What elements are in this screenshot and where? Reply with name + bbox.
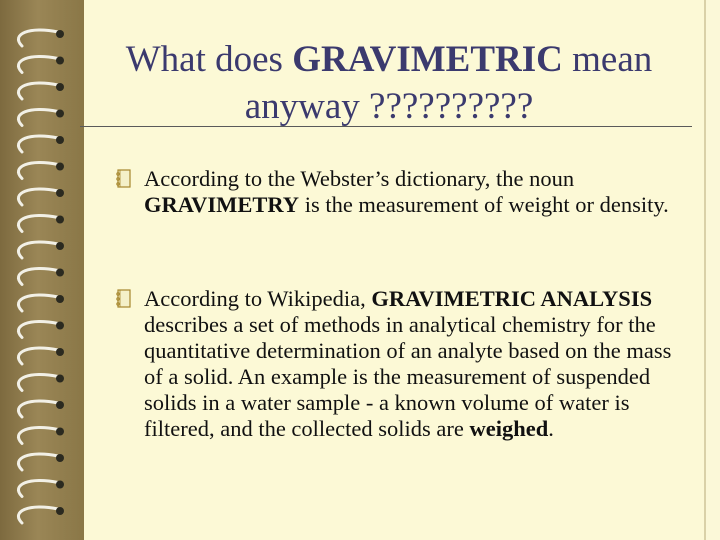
spiral-ring (18, 242, 58, 258)
spiral-ring (18, 56, 58, 72)
bullet-run: describes a set of methods in analytical chemistry for the quantitative determination of an analyte based on the mass of a solid. An example is the measurement of suspended solids in a water sample - a known volume of water is filtered, and the collected solids are (144, 312, 672, 441)
bullet-run: . (548, 416, 554, 441)
bullet-run: According to the Webster’s dictionary, the noun (144, 166, 575, 191)
binding-hole (56, 269, 64, 277)
slide-title (84, 36, 694, 130)
spiral-ring (18, 374, 58, 390)
binding-hole (56, 57, 64, 65)
notebook-page-icon (116, 169, 132, 189)
spiral-binding-icon (0, 0, 90, 540)
title-keyword: GRAVIMETRIC (292, 39, 563, 80)
spiral-ring (18, 30, 58, 46)
title-divider (80, 126, 692, 127)
spiral-ring (18, 427, 58, 443)
bullet-run: According to Wikipedia, (144, 286, 372, 311)
binding-hole (56, 401, 64, 409)
spiral-ring (18, 109, 58, 125)
notebook-page-icon (116, 289, 132, 309)
title-line-2: anyway ?????????? (244, 86, 534, 127)
spiral-ring (18, 268, 58, 284)
title-prefix: What does (125, 39, 293, 80)
binding-hole (56, 507, 64, 515)
spiral-ring (18, 507, 58, 523)
spiral-ring (18, 189, 58, 205)
binding-hole (56, 110, 64, 118)
spiral-ring (18, 136, 58, 152)
spiral-ring (18, 321, 58, 337)
spiral-ring (18, 83, 58, 99)
binding-hole (56, 348, 64, 356)
binding-hole (56, 428, 64, 436)
binding-hole (56, 295, 64, 303)
bullet-emphasis: weighed (469, 416, 549, 441)
binding-hole (56, 30, 64, 38)
spiral-ring (18, 480, 58, 496)
binding-hole (56, 136, 64, 144)
spiral-ring (18, 215, 58, 231)
title-suffix: mean (562, 39, 653, 80)
spiral-ring (18, 162, 58, 178)
binding-hole (56, 189, 64, 197)
spiral-ring (18, 295, 58, 311)
binding-hole (56, 454, 64, 462)
spiral-ring (18, 348, 58, 364)
bullet-emphasis: GRAVIMETRY (144, 192, 300, 217)
bullet-item (120, 166, 680, 218)
bullet-text (120, 286, 680, 442)
bullet-item (120, 286, 680, 442)
binding-hole (56, 83, 64, 91)
spiral-ring (18, 454, 58, 470)
bullet-run: is the measurement of weight or density. (299, 192, 669, 217)
bullet-emphasis: GRAVIMETRIC ANALYSIS (371, 286, 653, 311)
binding-hole (56, 216, 64, 224)
binding-hole (56, 481, 64, 489)
binding-hole (56, 375, 64, 383)
binding-hole (56, 322, 64, 330)
spiral-ring (18, 401, 58, 417)
binding-hole (56, 242, 64, 250)
binding-hole (56, 163, 64, 171)
bullet-text (120, 166, 680, 218)
